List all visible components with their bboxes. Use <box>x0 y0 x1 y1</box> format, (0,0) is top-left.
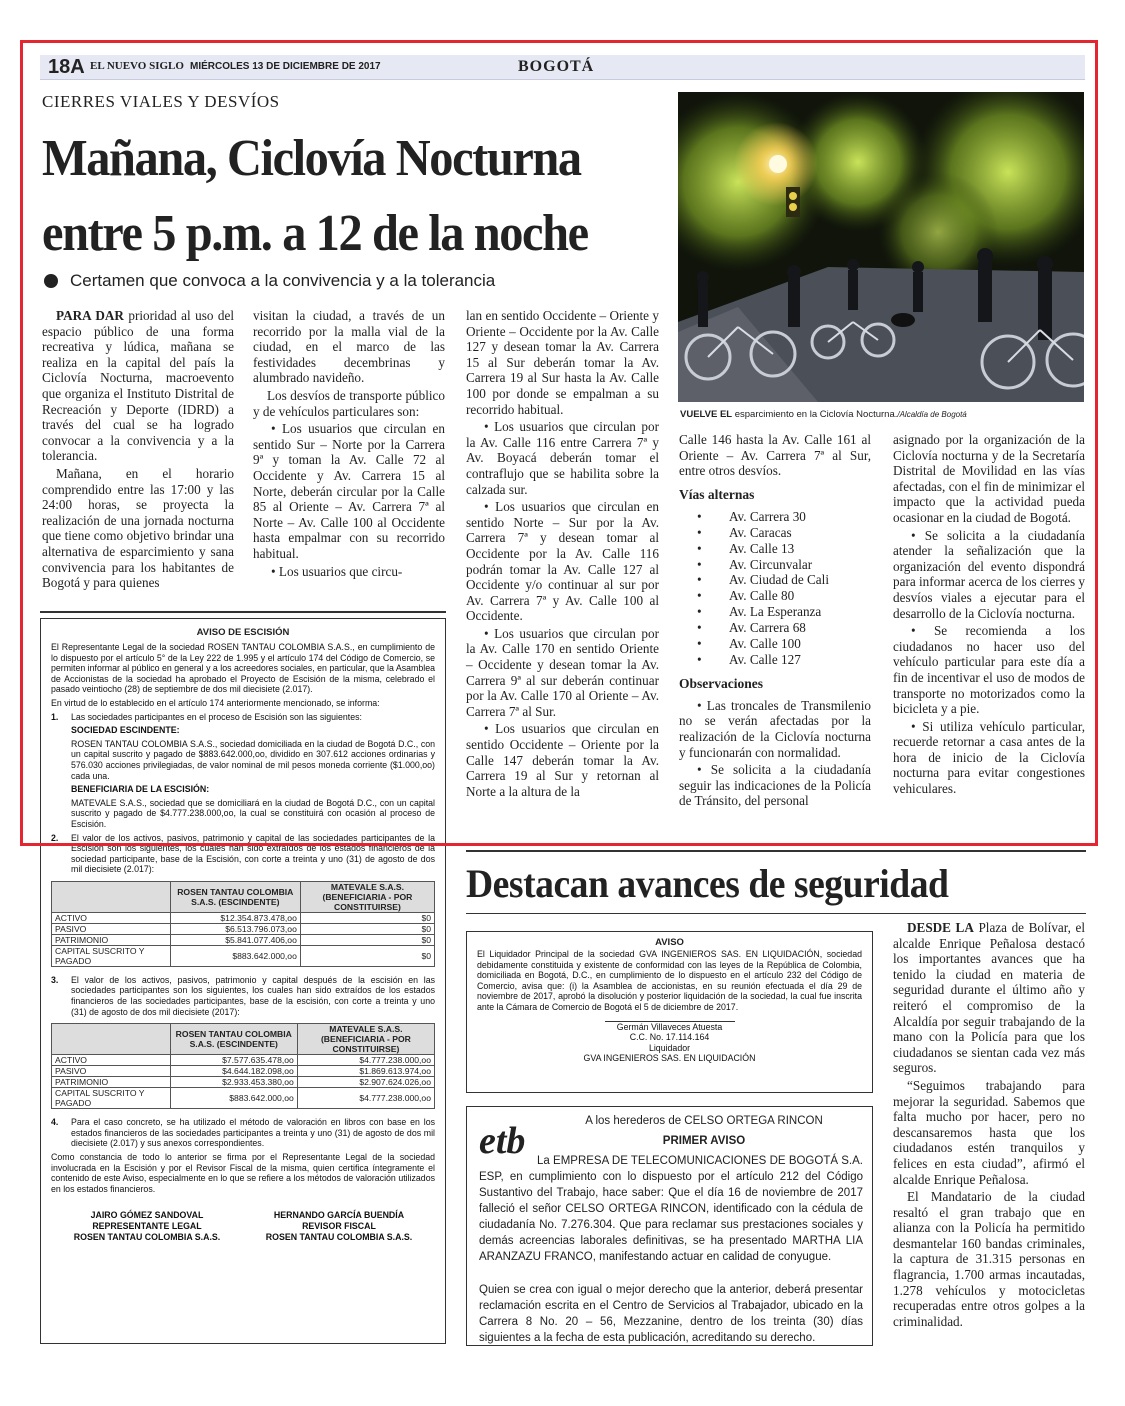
beneficiaria-text: MATEVALE S.A.S., sociedad que se domiciliará en la ciudad de Bogotá D.C., con un capital suscrito y pagado de $4.777.238.000,oo, la cual se constituirá con ocasión al proceso de Escisión. <box>71 797 435 829</box>
beneficiaria-label: BENEFICIARIA DE LA ESCISIÓN: <box>71 784 210 795</box>
paragraph: • Si utiliza vehículo particular, recuerde retornar a casa antes de la hora de inicio de la Ciclovía nocturna para evitar congestiones vehiculares. <box>893 718 1085 797</box>
paragraph: “Seguimos trabajando para mejorar la seguridad. Sabemos que falta mucho por hacer, pero no descansaremos hasta que los ciudadanos estén tranquilos y felices en esta ciudad”, afirmó el alcalde Enrique Peñalosa. <box>893 1077 1085 1187</box>
seguridad-headline: Destacan avances de seguridad <box>466 861 949 906</box>
aviso-title: AVISO <box>655 937 684 948</box>
paragraph: • Se solicita a la ciudadanía atender la señalización que la organización del evento dispondrá para informar acerca de los cierres y desvíos viales a ejecutar para el desarrollo de la Ciclovía nocturna. <box>893 527 1085 621</box>
aviso-item-4: Para el caso concreto, se ha utilizado el método de valoración en libros con base en los estados financieros de las sociedades participantes a treinta y uno (31) de agosto de dos mil diecisiete (2.017) y sus anexos correspondientes. <box>71 1117 435 1149</box>
paragraph: • Los usuarios que circulan en sentido Norte – Sur por la Av. Carrera 7ª y desean tomar al Occidente por la Av. Calle 116 podrán tomar la Av. Calle 127 al Occidente y/o continuar al sur por Av. Carrera 7ª y Av. Calle 100 al Occidente. <box>466 499 659 624</box>
via-alterna-item: • Av. Carrera 68 <box>697 620 806 636</box>
vias-alternas-heading: Vías alternas <box>679 486 755 502</box>
paragraph: Mañana, en el horario comprendido entre las 17:00 y las 24:00 horas, se proyecta la realización de una jornada nocturna que tiene como objetivo brindar una alternativa de esparcimiento y sana convivencia para los habitantes de Bogotá y para quienes <box>42 465 234 591</box>
table-row: ACTIVO $7.577.635.478,oo $4.777.238.000,oo <box>52 1055 435 1066</box>
aviso-constancia: Como constancia de todo lo anterior se firma por el Representante Legal de la sociedad involucrada en la Escisión y por el Revisor Fiscal de la misma, quien certifica íntegramente el contenido de este Aviso, especialmente en lo que se refiere a los métodos de valoración utilizados en los estados financieros. <box>51 1152 435 1194</box>
table-row: CAPITAL SUSCRITO Y PAGADO $883.642.000,oo $4.777.238.000,oo <box>52 1088 435 1109</box>
paragraph: • Se solicita a la ciudadanía seguir las indicaciones de la Policía de Tránsito, del personal <box>679 762 871 809</box>
aviso-intro: El Representante Legal de la sociedad ROSEN TANTAU COLOMBIA S.A.S., en cumplimiento de lo dispuesto por el artículo 5° de la Ley 222 de 1.995 y el artículo 174 del Código de Comercio, se permiten informar al público en general y a los acreedores sociales, en particular, que la Asamblea de Accionistas de la sociedad ha aprobado el Proyecto de Escisión de la misma, celebrado el pasado veintiocho (28) de septiembre de dos mil diecisiete (2.017). <box>51 642 435 695</box>
financial-table-before <box>51 881 435 967</box>
signature-representante: JAIRO GÓMEZ SANDOVAL REPRESENTANTE LEGAL ROSEN TANTAU COLOMBIA S.A.S. <box>73 1210 221 1242</box>
via-alterna-item: • Av. La Esperanza <box>697 604 822 620</box>
seguridad-column <box>893 920 1085 1331</box>
escindente-label: SOCIEDAD ESCINDENTE: <box>71 725 180 736</box>
financial-table-after <box>51 1023 435 1109</box>
via-alterna-item: • Av. Carrera 30 <box>697 508 806 524</box>
column-header: ROSEN TANTAU COLOMBIA S.A.S. (ESCINDENTE) <box>170 1024 297 1055</box>
issue-date: MIÉRCOLES 13 DE DICIEMBRE DE 2017 <box>190 61 381 72</box>
article-kicker: CIERRES VIALES Y DESVÍOS <box>42 92 280 111</box>
paragraph: Los desvíos de transporte público y de vehículos particulares son: <box>253 387 445 419</box>
liquidador-signature: Germán Villaveces Atuesta C.C. No. 17.114.164 Liquidador GVA INGENIEROS SAS. EN LIQUIDACIÓN <box>583 1021 756 1064</box>
table-row: PATRIMONIO $5.841.077.406,oo $0 <box>52 934 435 945</box>
article-subhead: Certamen que convoca a la convivencia y a la tolerancia <box>70 271 496 290</box>
article-lead-in: DESDE LA <box>907 920 974 935</box>
via-alterna-item: • Av. Calle 13 <box>697 540 795 556</box>
section-name: BOGOTÁ <box>518 58 595 75</box>
svg-text:etb: etb <box>479 1120 526 1161</box>
observaciones-heading: Observaciones <box>679 675 763 691</box>
paragraph: visitan la ciudad, a través de un recorrido por la malla vial de la ciudad, en el marco de las festividades decembrinas y alumbrado navideño. <box>253 308 445 386</box>
aviso-gva-text: El Liquidador Principal de la sociedad GVA INGENIEROS SAS. EN LIQUIDACIÓN, sociedad debidamente constituida y existente de conformidad con las leyes de la República de Colombia, domiciliada en Bogotá, D.C., en cumplimiento de lo dispuesto en el artículo 232 del Código de Comercio, avisa que: (i) la Asamblea de accionistas, en su reunión efectuada el día 29 de noviembre de 2017, aprobó la disolución y posterior liquidación de la sociedad, la cual fue inscrita ante la Cámara de Comercio de Bogotá el 5 de diciembre de 2017. <box>477 949 862 1012</box>
paragraph: • Los usuarios que circulan en sentido Sur – Norte por la Carrera 9ª y toman la Av. Calle 72 al Occidente y Av. Carrera 15 al Norte, deberán circular por la Calle 85 al Oriente – Av. Carrera 7ª al Norte – Av. Calle 100 al Occidente hasta empalmar con su recorrido habitual. <box>253 421 445 561</box>
table-row: PASIVO $6.513.796.073,oo $0 <box>52 923 435 934</box>
photo-credit: /Alcaldía de Bogotá <box>897 410 967 419</box>
caption-lead: VUELVE EL <box>680 409 733 420</box>
table-row: PASIVO $4.644.182.098,oo $1.869.613.974,oo <box>52 1066 435 1077</box>
via-alterna-item: • Av. Calle 127 <box>697 651 801 667</box>
etb-paragraph-2: Quien se crea con igual o mejor derecho que la anterior, deberá presentar reclamación escrita en el Centro de Servicios al Trabajador, ubicado en la Carrera 8 No. 20 – 56, Mezzanine, dentro de los treinta (30) días siguientes a la fecha de esta publicación, acreditando su derecho. <box>479 1284 863 1344</box>
table-row: PATRIMONIO $2.933.453.380,oo $2.907.624.026,oo <box>52 1077 435 1088</box>
headline-line-2: entre 5 p.m. a 12 de la noche <box>42 205 588 262</box>
paragraph: prioridad al uso del espacio público de una forma recreativa y lúdica, mañana se realiza en la capital del país la Ciclovía Nocturna, macroevento que organiza el Instituto Distrital de Recreación y Deporte (IDRD) a través del cual se ha logrado convocar a la convivencia y a la tolerancia. <box>42 308 234 464</box>
paragraph: • Se recomienda a los ciudadanos no hacer uso del vehículo particular para este día a fin de incentivar el uso de modos de transporte no motorizados como la bicicleta y a pie. <box>893 623 1085 717</box>
table-row: ACTIVO $12.354.873.478,oo $0 <box>52 912 435 923</box>
via-alterna-item: • Av. Calle 80 <box>697 588 795 604</box>
via-alterna-item: • Av. Calle 100 <box>697 636 801 652</box>
signature-revisor: HERNANDO GARCÍA BUENDÍA REVISOR FISCAL ROSEN TANTAU COLOMBIA S.A.S. <box>265 1210 413 1242</box>
page-number: 18A <box>48 56 85 78</box>
paragraph: • Los usuarios que circu- <box>271 563 403 579</box>
etb-heading-2: PRIMER AVISO <box>662 1135 746 1147</box>
caption-text: esparcimiento en la Ciclovía Nocturna. <box>734 409 898 420</box>
via-alterna-item: • Av. Ciudad de Cali <box>697 572 829 588</box>
article-lead-in: PARA DAR <box>56 308 124 323</box>
newspaper-name: EL NUEVO SIGLO <box>90 60 184 72</box>
paragraph: • Los usuarios que circulan en sentido Occidente – Oriente por la Calle 147 deberán tomar la Av. Carrera 19 al Sur y retornan al Norte a la altura de la <box>466 721 659 799</box>
paragraph: • Los usuarios que circulan por la Av. Calle 170 en sentido Oriente – Occidente y desean tomar la Av. Carrera 9ª al sur deberán continuar por la Av. Calle 170 al Oriente – Av. Carrera 7ª al Sur. <box>466 625 659 719</box>
via-alterna-item: • Av. Caracas <box>697 524 792 540</box>
headline-line-1: Mañana, Ciclovía Nocturna <box>42 130 581 187</box>
escindente-text: ROSEN TANTAU COLOMBIA S.A.S., sociedad domiciliada en la ciudad de Bogotá D.C., con un capital suscrito y pagado de $883.642.000,oo, dividido en 307.612 acciones ordinarias y 576.030 acciones privilegiadas, de valor nominal de mil pesos moneda corriente ($1.000,oo) cada una. <box>71 738 435 781</box>
divider <box>466 913 1086 914</box>
highlight-frame <box>20 40 1098 846</box>
aviso-item-3: El valor de los activos, pasivos, patrimonio y capital después de la escisión en las sociedades participantes son los siguientes, los cuales han sido extraídos de los estados financieros de las sociedades participantes, base de la escisión, con corte a treinta y uno (31) de agosto de dos mil diecisiete (2017): <box>71 974 435 1017</box>
table-row: CAPITAL SUSCRITO Y PAGADO $883.642.000,oo $0 <box>52 945 435 966</box>
aviso-escision-ad: AVISO DE ESCISIÓN El Representante Legal de la sociedad ROSEN TANTAU COLOMBIA S.A.S., en cumplimiento de lo dispuesto por el artículo 5° de la Ley 222 de 1.995 y el artículo 174 del Código de Comercio, se permiten informar al público en general y a los acreedores sociales, en particular, que la Asamblea de Accionistas de la sociedad ha aprobado el Proyecto de Escisión de la misma, celebrado el pasado veintiocho (28) de septiembre de dos mil diecisiete (2.017). En virtud de lo establecido en el artículo 174 anteriormente mencionado, se informa: 1. Las sociedades participantes en el proceso de Escisión son las siguientes: SOCIEDAD ESCINDENTE: ROSEN TANTAU COLOMBIA S.A.S., sociedad domiciliada en la ciudad de Bogotá D.C., con un capital suscrito y pagado de $883.642.000,oo, dividido en 307.612 acciones ordinarias y 576.030 acciones privilegiadas, de valor nominal de mil pesos moneda corriente ($1.000,oo) cada una. BENEFICIARIA DE LA ESCISIÓN: MATEVALE S.A.S., sociedad que se domiciliará en la ciudad de Bogotá D.C., con un capital suscrito y pagado de $4.777.238.000,oo, la cual se constituirá con ocasión al proceso de Escisión. 2. El valor de los activos, pasivos, patrimonio y capital de las sociedades participantes de la Escisión son los siguientes, los cuales han sido extraídos de los estados financieros de la sociedad participante, base de la Escisión, con corte a treinta y uno (31) de agosto de dos mil diecisiete (2.017): ROSEN TANTAU COLOMBIA S.A.S. (ESCINDENTE) MATEVALE S.A.S. (BENEFICIARIA - POR CONSTITUIRSE) ACTIVO $12.354.873.478,oo $0 PASIVO $6.513.796.073,oo $0 PATRIMONIO $5.841.077.406,oo $0 CAPITAL SUSCRITO Y PAGADO $883.642.000,oo $0 3. El valor de los activos, pasivos, patrimonio y capital después de la escisión en las sociedades participantes son los siguientes, los cuales han sido extraídos de los estados financieros de las sociedades participantes, base de la escisión, con corte a treinta y uno (31) de agosto de dos mil diecisiete (2017): ROSEN TANTAU COLOMBIA S.A.S. (ESCINDENTE) MATEVALE S.A.S. (BENEFICIARIA - POR CONSTITUIRSE) ACTIVO $7.577.635.478,oo $4.777.238.000,oo PASIVO $4.644.182.098,oo $1.869.613.974,oo PATRIMONIO $2.933.453.380,oo $2.907.624.026,oo CAPITAL SUSCRITO Y PAGADO $883.642.000,oo $4.777.238.000,oo 4. Para el caso concreto, se ha utilizado el método de valoración en libros con base en los estados financieros de las sociedades participantes a treinta y uno (31) de agosto de dos mil diecisiete (2.017) y sus anexos correspondientes. Como constancia de todo lo anterior se firma por el Representante Legal de la sociedad involucrada en la Escisión y por el Revisor Fiscal de la misma, quien certifica íntegramente el contenido de este Aviso, especialmente en lo que se refiere a los métodos de valoración utilizados en los estados financieros. JAIRO GÓMEZ SANDOVAL REPRESENTANTE LEGAL ROSEN TANTAU COLOMBIA S.A.S. HERNANDO GARCÍA BUENDÍA REVISOR FISCAL ROSEN TANTAU COLOMBIA S.A.S. <box>40 618 446 1344</box>
aviso-gva-ad <box>466 931 873 1093</box>
column-header: MATEVALE S.A.S. (BENEFICIARIA - POR CONSTITUIRSE) <box>300 881 434 912</box>
divider <box>466 850 1086 852</box>
paragraph: • Los usuarios que circulan por la Av. Calle 116 entre Carrera 7ª y Av. Boyacá deberán tomar el contraflujo que se habilita sobre la calzada sur. <box>466 419 659 497</box>
aviso-etb-ad <box>466 1106 873 1346</box>
column-header: MATEVALE S.A.S. (BENEFICIARIA - POR CONSTITUIRSE) <box>297 1024 434 1055</box>
paragraph: lan en sentido Occidente – Oriente y Oriente – Occidente por la Av. Calle 127 y desean tomar la Av. Carrera 15 al Sur deberán tomar la Av. Carrera 19 al Sur hasta la Av. Calle 100 por donde se empalman a su recorrido habitual. <box>466 308 659 417</box>
aviso-title: AVISO DE ESCISIÓN <box>196 627 290 638</box>
aviso-item-2: El valor de los activos, pasivos, patrimonio y capital de las sociedades participantes de la Escisión son los siguientes, los cuales han sido extraídos de los estados financieros de la sociedad participante, base de la Escisión, con corte a treinta y uno (31) de agosto de dos mil diecisiete (2.017): <box>71 832 435 875</box>
etb-paragraph-1: La EMPRESA DE TELECOMUNICACIONES DE BOGOTÁ S.A. ESP, en cumplimiento con lo dispuesto por el artículo 212 del Código Sustantivo del Trabajo, hace saber: Que el día 16 de noviembre de 2017 falleció el señor CELSO ORTEGA RINCON, identificado con la cédula de ciudadanía No. 7.276.304. Que para reclamar sus prestaciones sociales y demás acreencias laborales definitivas, se ha presentado MARTHA LIA ARANZAZU FRANCO, manifestando actuar en calidad de conyugue. <box>479 1155 863 1263</box>
aviso-item-1: Las sociedades participantes en el proceso de Escisión son las siguientes: <box>71 711 362 722</box>
paragraph: El Mandatario de la ciudad resaltó el gran trabajo que en alianza con la Policía ha permitido desmantelar 160 bandas criminales, la captura de 31.315 personas en flagrancia, 1.700 armas incautadas, 1.278 vehículos y motocicletas recuperadas entre otros golpes a la criminalidad. <box>893 1189 1085 1329</box>
via-alterna-item: • Av. Circunvalar <box>697 556 813 572</box>
etb-heading-1: A los herederos de CELSO ORTEGA RINCON <box>585 1115 823 1127</box>
aviso-virtud: En virtud de lo establecido en el artículo 174 anteriormente mencionado, se informa: <box>51 697 380 708</box>
paragraph: Calle 146 hasta la Av. Calle 161 al Oriente – Av. Carrera 7ª al Sur, entre otros desvíos. <box>679 432 871 479</box>
paragraph: • Las troncales de Transmilenio no se verán afectadas por la realización de la Ciclovía nocturna y funcionarán con normalidad. <box>679 697 871 760</box>
paragraph: Plaza de Bolívar, el alcalde Enrique Peñalosa destacó los importantes avances que ha tenido la ciudad en materia de seguridad durante el último año y reiteró el compromiso de la Alcaldía por seguir trabajando de la mano con la Policía para que los ciudadanos se sientan cada vez más seguros. <box>893 920 1086 1076</box>
paragraph: asignado por la organización de la Ciclovía nocturna y de la Secretaría Distrital de Movilidad en las vías afectadas, con el fin de minimizar el impacto que la actividad pueda ocasionar en la ciudad de Bogotá. <box>893 432 1085 525</box>
column-header: ROSEN TANTAU COLOMBIA S.A.S. (ESCINDENTE) <box>170 881 300 912</box>
